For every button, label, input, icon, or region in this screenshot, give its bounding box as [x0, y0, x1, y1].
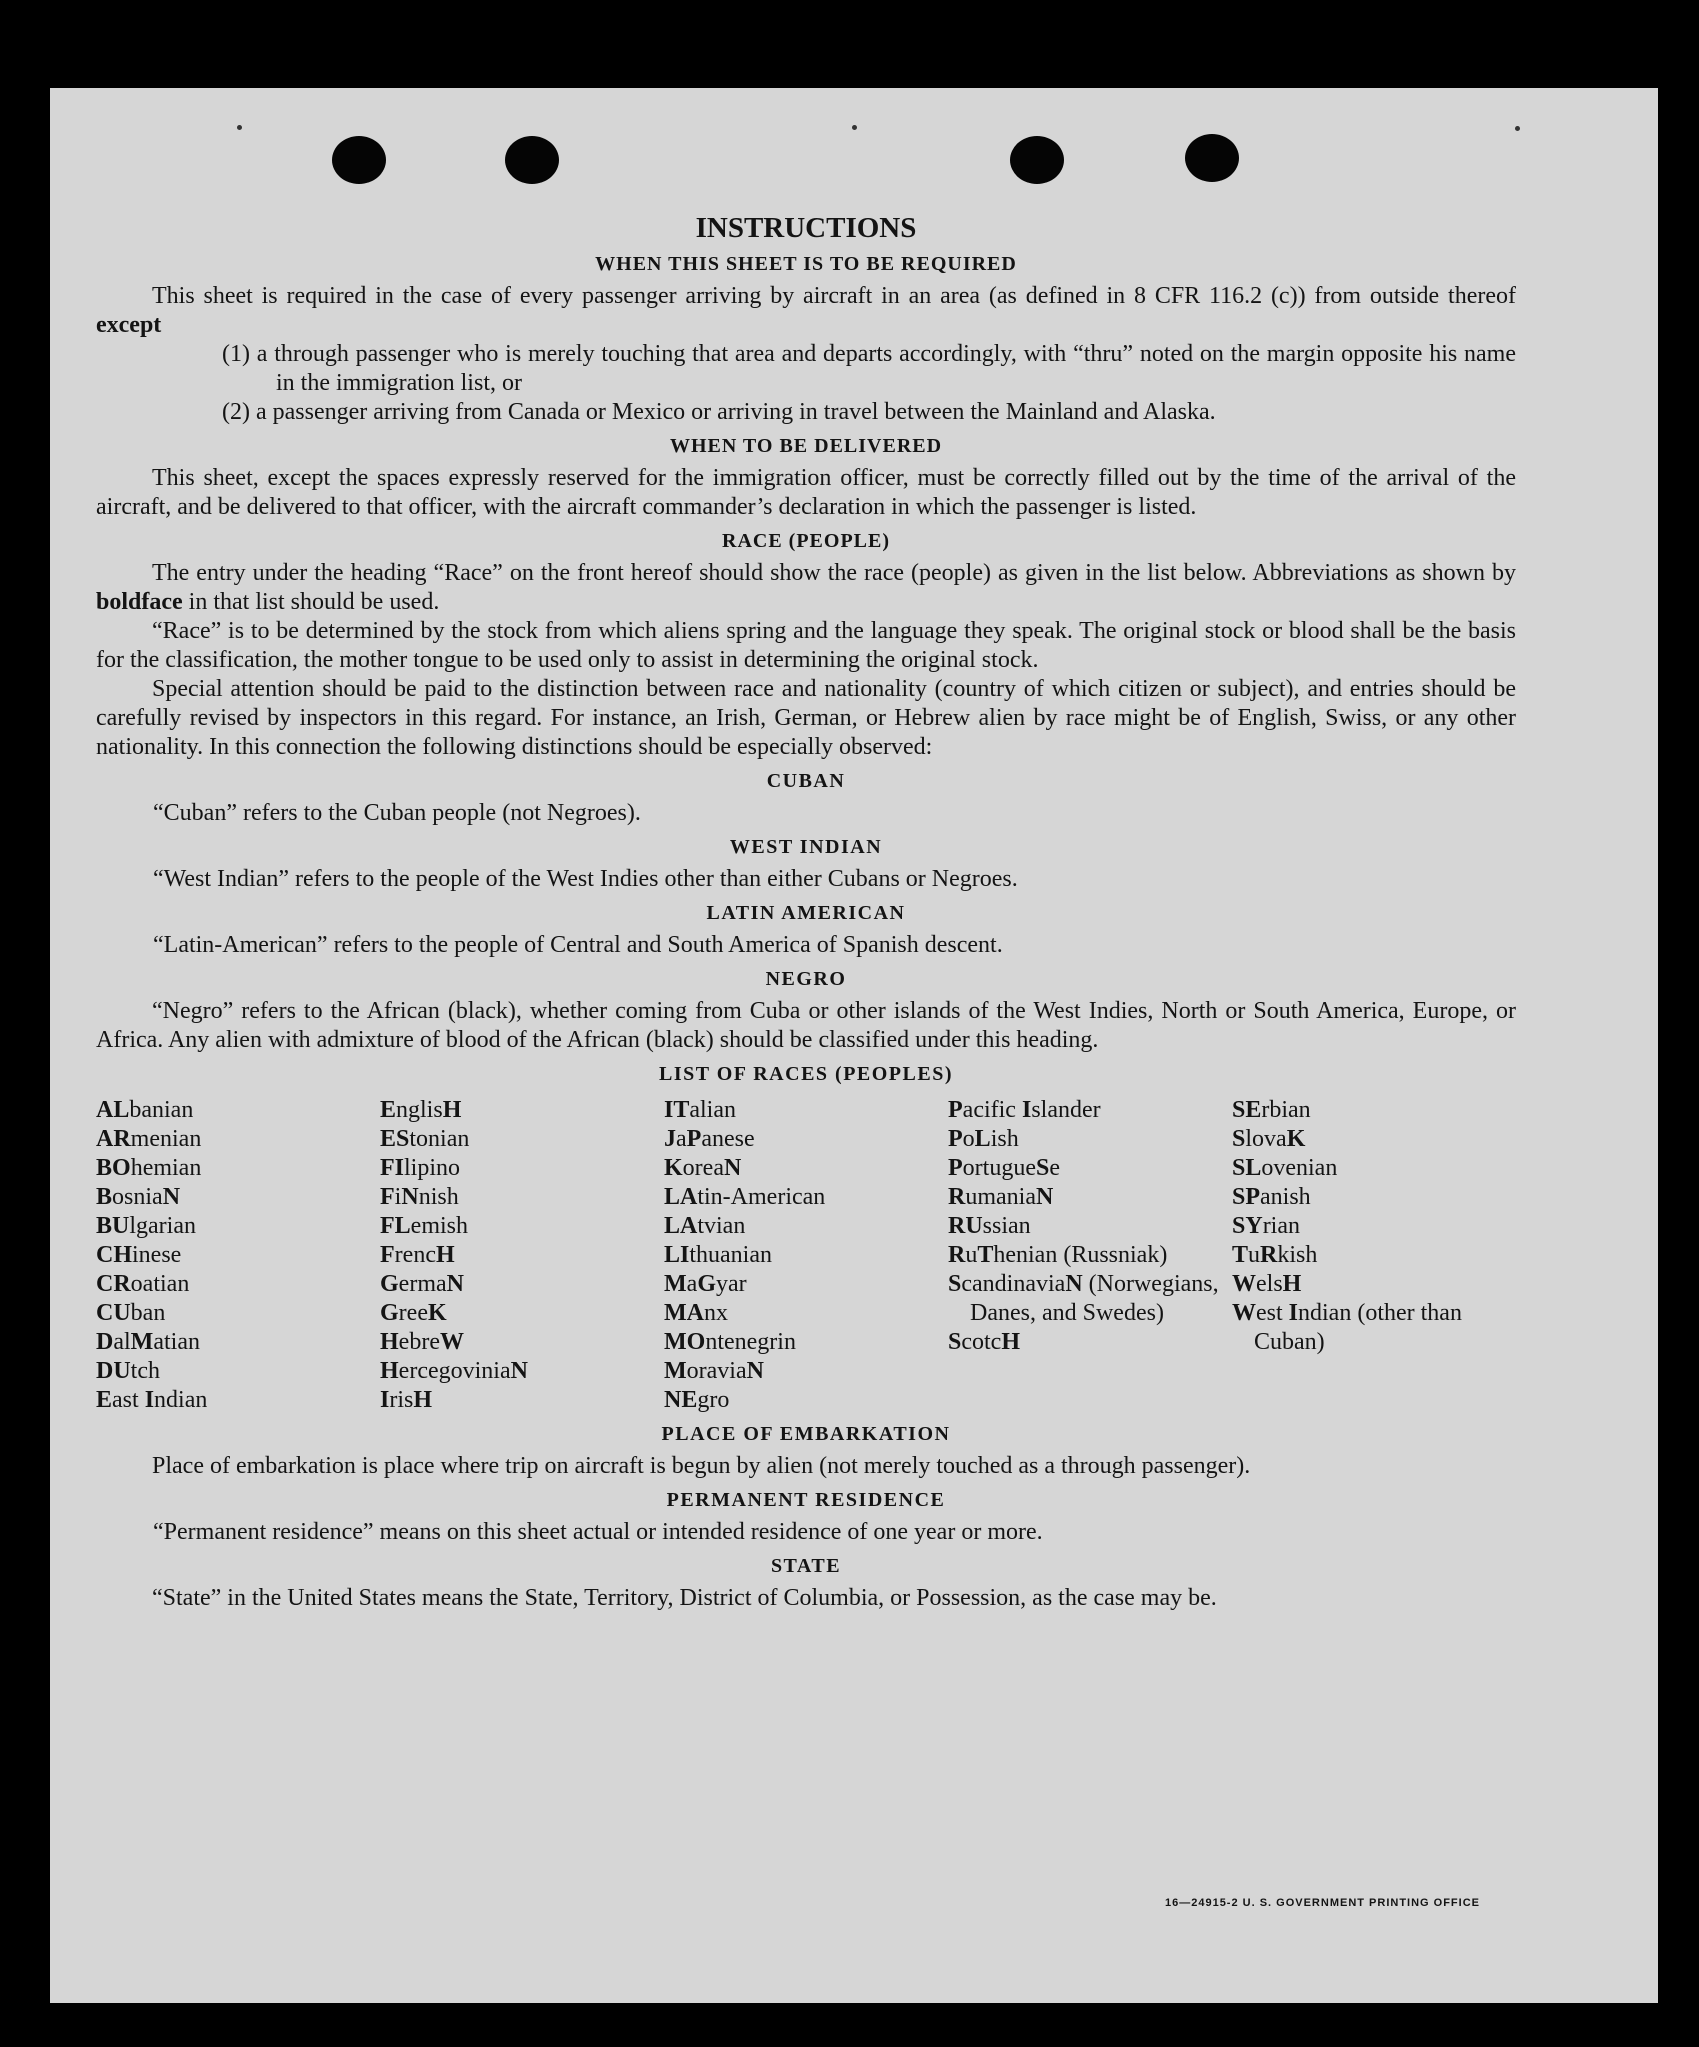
race-abbrev: BU: [96, 1213, 130, 1239]
race-text: ortugue: [962, 1155, 1036, 1181]
race-entry: [1232, 1096, 1516, 1125]
race-abbrev: K: [427, 1300, 447, 1326]
page-title: INSTRUCTIONS: [695, 212, 917, 244]
race-abbrev: G: [380, 1300, 399, 1326]
race-entry: [96, 1386, 380, 1415]
race-list: [96, 1096, 1516, 1415]
race-abbrev: H: [380, 1358, 399, 1384]
race-entry: [1232, 1212, 1516, 1241]
race-abbrev: P: [948, 1126, 963, 1152]
race-entry: [1232, 1241, 1516, 1270]
race-text: candinavia: [961, 1271, 1066, 1297]
race-entry: [380, 1270, 664, 1299]
race-entry: [380, 1154, 664, 1183]
race-abbrev: S: [1035, 1155, 1050, 1181]
race-entry: [380, 1299, 664, 1328]
race-entry: [948, 1183, 1232, 1212]
race-abbrev: W: [1232, 1300, 1256, 1326]
race-column: [664, 1096, 948, 1415]
race-entry: [380, 1212, 664, 1241]
race-text: a: [686, 1271, 698, 1297]
race-entry: [96, 1183, 380, 1212]
race-text: banian: [129, 1097, 194, 1123]
race-entry: [948, 1241, 1232, 1270]
race-abbrev: T: [1232, 1242, 1249, 1268]
race-text: ebre: [398, 1329, 440, 1355]
race-text: umania: [965, 1184, 1036, 1210]
heading-west-indian: WEST INDIAN: [729, 836, 883, 858]
race-text: ndian: [154, 1387, 208, 1413]
race-paragraph-3: Special attention should be paid to the distinction between race and nationality (country of which citizen or subject), and entries should be carefully revised by inspectors in this regard. For instance, an Irish, German, or Hebrew alien by race might be of English, Swiss, or any other nationality. In this connection the following distinctions should be especially observed:: [96, 676, 1516, 760]
race-abbrev: SP: [1232, 1184, 1261, 1210]
race-abbrev: MA: [664, 1300, 704, 1326]
speck: [237, 125, 242, 130]
race-abbrev: F: [380, 1242, 395, 1268]
race-text: henian (Russniak): [993, 1242, 1168, 1268]
race-abbrev: I: [144, 1387, 155, 1413]
race-text: ris: [389, 1387, 414, 1413]
race-abbrev: FI: [380, 1155, 404, 1181]
race-entry: [96, 1299, 380, 1328]
race-abbrev: N: [510, 1358, 528, 1384]
race-abbrev: R: [1260, 1242, 1278, 1268]
race-entry: [96, 1125, 380, 1154]
race-entry: [948, 1154, 1232, 1183]
race-text: rian: [1262, 1213, 1300, 1239]
race-text: al: [113, 1329, 131, 1355]
race-abbrev: AR: [96, 1126, 131, 1152]
west-indian-text: “West Indian” refers to the people of the West Indies other than either Cubans or Negroes.: [153, 866, 1018, 892]
race-text: ree: [398, 1300, 428, 1326]
residence-text: “Permanent residence” means on this sheet actual or intended residence of one year or more.: [153, 1519, 1043, 1545]
race-text: acific: [962, 1097, 1022, 1123]
race-entry: [380, 1096, 664, 1125]
heading-state: STATE: [770, 1555, 842, 1577]
race-abbrev: H: [413, 1387, 433, 1413]
race-abbrev: E: [96, 1387, 113, 1413]
race-abbrev: LA: [664, 1184, 698, 1210]
race-entry: [948, 1328, 1232, 1357]
punch-hole: [1010, 136, 1064, 184]
race-entry: [664, 1096, 948, 1125]
race-entry: [1232, 1125, 1516, 1154]
race-entry: [664, 1125, 948, 1154]
race-text: ish: [990, 1126, 1019, 1152]
race-entry: [96, 1241, 380, 1270]
race-text: tin-American: [697, 1184, 826, 1210]
race-text: slander: [1031, 1097, 1101, 1123]
race-text: est: [1256, 1300, 1289, 1326]
race-abbrev: LA: [664, 1213, 698, 1239]
race-abbrev: G: [380, 1271, 399, 1297]
instructions-content: [96, 212, 1516, 1613]
race-abbrev: IT: [664, 1097, 690, 1123]
race-paragraph-1: The entry under the heading “Race” on the front hereof should show the race (people) as given in the list below. Abbreviations as shown by boldface in that list should be used.: [96, 560, 1516, 615]
race-text: lova: [1245, 1126, 1287, 1152]
race-column: [96, 1096, 380, 1415]
race-abbrev: CH: [96, 1242, 132, 1268]
race-abbrev: L: [974, 1126, 991, 1152]
race-entry: [948, 1125, 1232, 1154]
heading-latin-american: LATIN AMERICAN: [706, 902, 906, 924]
heading-when-required: WHEN THIS SHEET IS TO BE REQUIRED: [595, 253, 1017, 275]
race-entry: [664, 1212, 948, 1241]
race-entry: [96, 1357, 380, 1386]
heading-cuban: CUBAN: [766, 770, 846, 792]
race-abbrev: R: [948, 1242, 966, 1268]
race-abbrev: M: [130, 1329, 154, 1355]
punch-hole: [332, 136, 386, 184]
race-text: ntenegrin: [705, 1329, 796, 1355]
race-entry: [664, 1154, 948, 1183]
race-text: nglis: [396, 1097, 443, 1123]
race-abbrev: N: [162, 1184, 181, 1210]
race-text: tch: [130, 1358, 160, 1384]
cuban-text: “Cuban” refers to the Cuban people (not Negroes).: [153, 800, 641, 826]
race-abbrev: I: [1021, 1097, 1032, 1123]
speck: [1515, 126, 1520, 131]
printing-office-code: 16—24915-2 U. S. GOVERNMENT PRINTING OFFICE: [1164, 1897, 1480, 1909]
race-abbrev: I: [380, 1387, 390, 1413]
race-entry: [664, 1270, 948, 1299]
race-entry: [948, 1096, 1232, 1125]
race-abbrev: J: [664, 1126, 676, 1152]
punch-hole: [505, 136, 559, 184]
document-sheet: [50, 88, 1658, 2003]
race-text: nx: [703, 1300, 728, 1326]
race-text: gro: [697, 1387, 730, 1413]
race-entry: [380, 1357, 664, 1386]
race-abbrev: H: [442, 1097, 462, 1123]
required-exception-2: (2) a passenger arriving from Canada or Mexico or arriving in travel between the Mainland and Alaska.: [222, 399, 1216, 425]
race-abbrev: T: [977, 1242, 994, 1268]
race-entry: [664, 1183, 948, 1212]
race-text: i: [394, 1184, 402, 1210]
race-text: osnia: [112, 1184, 163, 1210]
race-abbrev: CU: [96, 1300, 131, 1326]
race-abbrev: N: [401, 1184, 419, 1210]
embarkation-text: Place of embarkation is place where trip on aircraft is begun by alien (not merely touched as a through passenger).: [152, 1453, 1251, 1479]
delivered-text: This sheet, except the spaces expressly reserved for the immigration officer, must be correctly filled out by the time of the arrival of the aircraft, and be delivered to that officer, with the aircraft commander’s declaration in which the passenger is listed.: [96, 465, 1516, 520]
race-entry: [948, 1270, 1232, 1328]
race-abbrev: S: [1232, 1126, 1246, 1152]
race-text: a: [676, 1126, 687, 1152]
heading-negro: NEGRO: [765, 968, 847, 990]
race-entry: [380, 1386, 664, 1415]
required-exception-1: (1) a through passenger who is merely touching that area and departs accordingly, with “thru” noted on the margin opposite his name in the immigration list, or: [222, 341, 1516, 396]
race-entry: [380, 1183, 664, 1212]
race-abbrev: N: [1035, 1184, 1054, 1210]
race-text: cotc: [961, 1329, 1002, 1355]
race-text: tvian: [697, 1213, 746, 1239]
race-abbrev: W: [439, 1329, 464, 1355]
race-text: e: [1049, 1155, 1060, 1181]
race-text: renc: [394, 1242, 436, 1268]
heading-list-of-races: LIST OF RACES (PEOPLES): [658, 1063, 953, 1085]
race-text: u: [965, 1242, 978, 1268]
race-abbrev: P: [948, 1097, 963, 1123]
race-entry: [664, 1241, 948, 1270]
race-entry: [380, 1125, 664, 1154]
race-abbrev: SL: [1232, 1155, 1262, 1181]
race-abbrev: AL: [96, 1097, 130, 1123]
race-text: emish: [410, 1213, 468, 1239]
race-text: nish: [418, 1184, 459, 1210]
race-abbrev: BO: [96, 1155, 131, 1181]
race-abbrev: H: [1282, 1271, 1302, 1297]
race-text: yar: [715, 1271, 747, 1297]
race-abbrev: MO: [664, 1329, 706, 1355]
punch-hole: [1185, 134, 1239, 182]
heading-place-of-embarkation: PLACE OF EMBARKATION: [661, 1423, 951, 1445]
race-entry: [96, 1328, 380, 1357]
race-text: (Norwegians, Danes, and Swedes): [970, 1271, 1219, 1326]
race-abbrev: D: [96, 1329, 114, 1355]
race-text: ban: [130, 1300, 166, 1326]
race-text: u: [1248, 1242, 1261, 1268]
race-text: menian: [130, 1126, 202, 1152]
race-entry: [96, 1212, 380, 1241]
race-abbrev: H: [380, 1329, 399, 1355]
race-entry: [380, 1328, 664, 1357]
race-text: lgarian: [129, 1213, 196, 1239]
race-text: orea: [682, 1155, 724, 1181]
race-abbrev: I: [1288, 1300, 1299, 1326]
race-abbrev: ES: [380, 1126, 410, 1152]
heading-race: RACE (PEOPLE): [722, 530, 890, 552]
race-abbrev: M: [664, 1358, 687, 1384]
race-text: inese: [132, 1242, 182, 1268]
race-text: ast: [112, 1387, 145, 1413]
race-abbrev: B: [96, 1184, 113, 1210]
race-column: [948, 1096, 1232, 1415]
race-abbrev: N: [446, 1271, 464, 1297]
race-abbrev: F: [380, 1184, 395, 1210]
race-entry: [96, 1096, 380, 1125]
race-text: ssian: [982, 1213, 1031, 1239]
race-abbrev: S: [948, 1329, 962, 1355]
race-text: anese: [701, 1126, 755, 1152]
negro-text: “Negro” refers to the African (black), whether coming from Cuba or other islands of the West Indies, North or South America, Europe, or Africa. Any alien with admixture of blood of the African (black) should be classified under this heading.: [96, 998, 1516, 1053]
race-abbrev: S: [948, 1271, 962, 1297]
race-text: anish: [1260, 1184, 1311, 1210]
race-abbrev: W: [1232, 1271, 1256, 1297]
race-text: oravia: [686, 1358, 747, 1384]
race-abbrev: H: [435, 1242, 455, 1268]
race-text: els: [1256, 1271, 1283, 1297]
race-abbrev: DU: [96, 1358, 131, 1384]
race-entry: [664, 1299, 948, 1328]
race-entry: [664, 1386, 948, 1415]
race-abbrev: FL: [380, 1213, 411, 1239]
race-abbrev: NE: [664, 1387, 698, 1413]
race-text: atian: [153, 1329, 200, 1355]
race-text: erma: [398, 1271, 447, 1297]
race-text: ercegovinia: [398, 1358, 511, 1384]
race-abbrev: P: [686, 1126, 702, 1152]
race-text: hemian: [130, 1155, 202, 1181]
latin-american-text: “Latin-American” refers to the people of Central and South America of Spanish descent.: [153, 932, 1003, 958]
race-abbrev: N: [723, 1155, 742, 1181]
race-entry: [1232, 1270, 1516, 1299]
race-entry: [664, 1328, 948, 1357]
race-text: ndian (other than Cuban): [1254, 1300, 1462, 1355]
required-intro: This sheet is required in the case of every passenger arriving by aircraft in an area (as defined in 8 CFR 116.2 (c)) from outside thereof except: [96, 283, 1516, 338]
speck: [852, 125, 857, 130]
race-paragraph-2: “Race” is to be determined by the stock from which aliens spring and the language they speak. The original stock or blood shall be the basis for the classification, the mother tongue to be used only to assist in determining the original stock.: [96, 618, 1516, 673]
race-abbrev: P: [948, 1155, 963, 1181]
race-text: thuanian: [689, 1242, 772, 1268]
race-abbrev: H: [1001, 1329, 1021, 1355]
race-text: o: [962, 1126, 975, 1152]
race-abbrev: K: [1286, 1126, 1306, 1152]
race-abbrev: SY: [1232, 1213, 1263, 1239]
race-abbrev: G: [697, 1271, 716, 1297]
race-text: tonian: [409, 1126, 470, 1152]
heading-when-delivered: WHEN TO BE DELIVERED: [669, 435, 943, 457]
race-text: rbian: [1261, 1097, 1311, 1123]
race-abbrev: K: [664, 1155, 683, 1181]
race-abbrev: N: [746, 1358, 764, 1384]
race-column: [1232, 1096, 1516, 1415]
race-abbrev: M: [664, 1271, 687, 1297]
race-abbrev: RU: [948, 1213, 983, 1239]
heading-permanent-residence: PERMANENT RESIDENCE: [666, 1489, 946, 1511]
race-entry: [96, 1270, 380, 1299]
race-abbrev: R: [948, 1184, 966, 1210]
race-abbrev: CR: [96, 1271, 131, 1297]
race-text: kish: [1277, 1242, 1318, 1268]
race-text: oatian: [130, 1271, 190, 1297]
race-entry: [1232, 1299, 1516, 1357]
race-entry: [96, 1154, 380, 1183]
race-abbrev: LI: [664, 1242, 690, 1268]
race-abbrev: N: [1065, 1271, 1083, 1297]
race-abbrev: SE: [1232, 1097, 1262, 1123]
state-text: “State” in the United States means the State, Territory, District of Columbia, or Possession, as the case may be.: [152, 1585, 1217, 1611]
race-entry: [380, 1241, 664, 1270]
race-text: alian: [689, 1097, 736, 1123]
race-entry: [1232, 1183, 1516, 1212]
race-entry: [664, 1357, 948, 1386]
race-text: lipino: [404, 1155, 461, 1181]
race-abbrev: E: [380, 1097, 397, 1123]
race-column: [380, 1096, 664, 1415]
race-entry: [948, 1212, 1232, 1241]
race-entry: [1232, 1154, 1516, 1183]
race-text: ovenian: [1261, 1155, 1338, 1181]
